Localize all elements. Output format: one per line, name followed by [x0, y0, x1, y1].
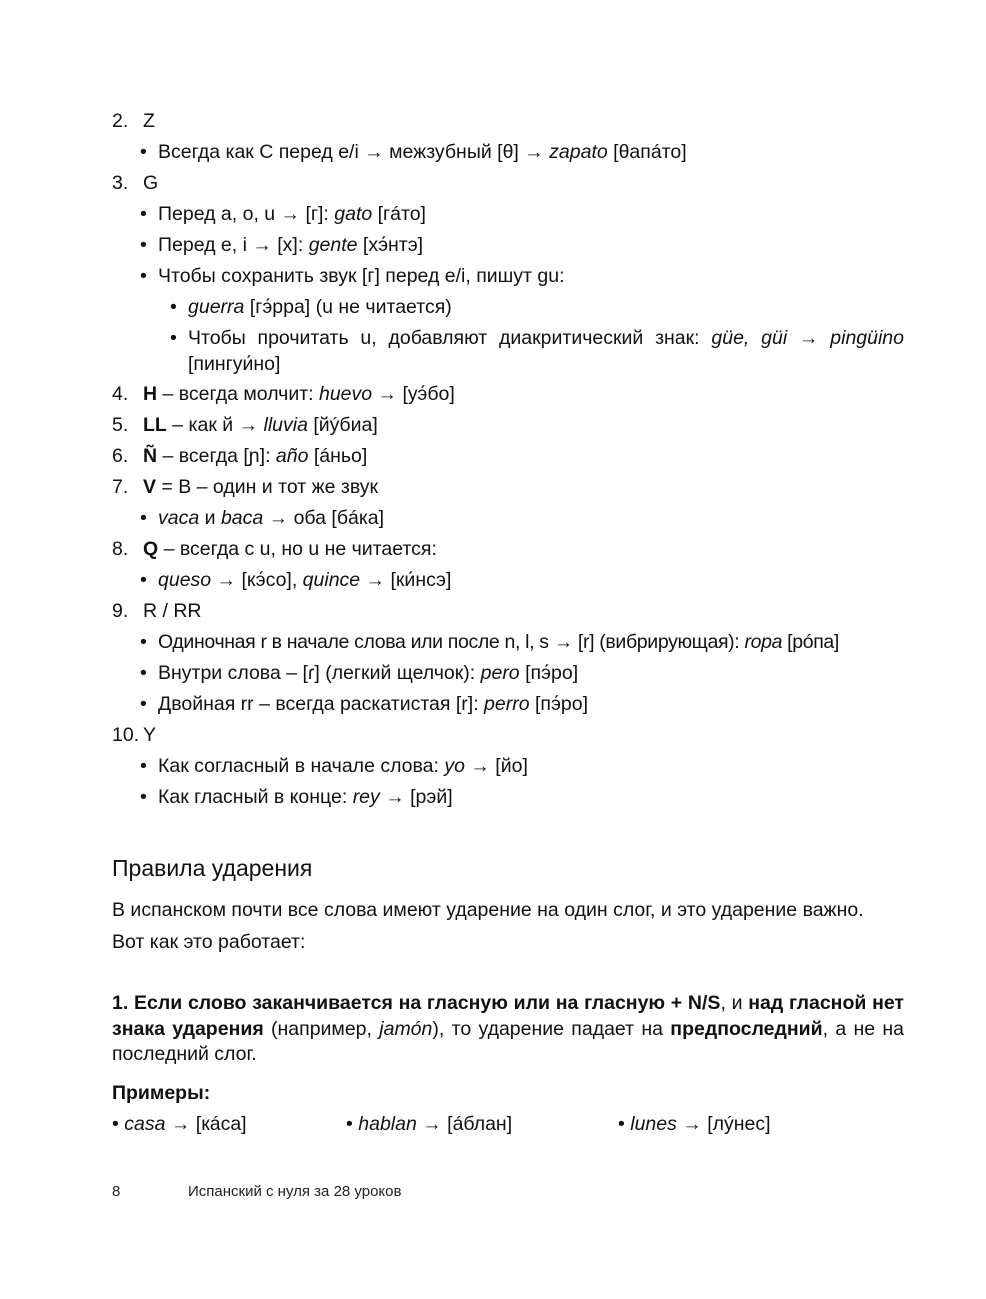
book-title: Испанский с нуля за 28 уроков: [188, 1183, 402, 1200]
item-number: 8.: [112, 538, 129, 560]
item-number: 7.: [112, 476, 129, 498]
item-number: 3.: [112, 172, 129, 194]
list-item-v: 7. V = B – один и тот же звук: [112, 472, 904, 503]
list-item-r: [112, 596, 904, 627]
bullet: • Одиночная r в начале слова или после n, l, s → [r] (вибрирующая): ropa [рóпа]: [140, 631, 839, 653]
sub-bullet: • guerra [гэ́рра] (u не читается): [170, 296, 452, 318]
item-number: 4.: [112, 383, 129, 405]
list-item-q: 8. Q – всегда с u, но u не читается:: [112, 534, 904, 565]
item-number: 9.: [112, 600, 129, 622]
examples-row: [112, 1109, 904, 1139]
stress-rule: 1. Если слово заканчивается на гласную или на гласную + N/S, и над гласной нет знака ударения (например, jamón), то ударение падает на предпоследний, а не на последний слог.: [112, 992, 905, 1065]
list-item-h: 4. H – всегда молчит: huevo → [уэ́бо]: [112, 379, 904, 410]
item-number: 5.: [112, 414, 129, 436]
examples-label: Примеры:: [112, 1081, 211, 1104]
page-number: 8: [112, 1183, 121, 1200]
bullet: • Всегда как С перед e/i → межзубный [θ] → zapato [θапáто]: [140, 141, 687, 163]
list-item-n: 6. Ñ – всегда [ɲ]: año [áньо]: [112, 441, 904, 472]
page-content: [112, 106, 904, 1139]
bullet: • Как согласный в начале слова: yo → [йо]: [140, 755, 528, 777]
bullet: • Как гласный в конце: rey → [рэй]: [140, 786, 453, 808]
bullet: • vaca и baca → оба [бáка]: [140, 507, 385, 529]
footer: [112, 1183, 402, 1200]
bullet: • Перед e, i → [х]: gente [хэ́нтэ]: [140, 234, 424, 256]
list-item-z: [112, 106, 904, 137]
item-number: 2.: [112, 110, 129, 132]
paragraph: Вот как это работает:: [112, 930, 306, 953]
item-label: R / RR: [143, 600, 202, 622]
item-number: 10.: [112, 724, 140, 746]
list-item-y: [112, 720, 904, 751]
example-item: • lunes → [лýнес]: [618, 1112, 771, 1135]
bullet: • Перед a, o, u → [г]: gato [гáто]: [140, 203, 426, 225]
item-label: G: [143, 172, 159, 194]
item-label: Y: [143, 724, 157, 746]
bullet: • queso → [кэ́со], quince → [ки́нсэ]: [140, 569, 452, 591]
bullet: • Внутри слова – [ɾ] (легкий щелчок): pero [пэ́ро]: [140, 662, 579, 684]
list-item-g: [112, 168, 904, 199]
bullet: • Двойная rr – всегда раскатистая [r]: perro [пэ́ро]: [140, 693, 589, 715]
item-label: Z: [143, 110, 155, 132]
list-item-ll: 5. LL – как й → lluvia [йýбиа]: [112, 410, 904, 441]
item-number: 6.: [112, 445, 129, 467]
example-item: • hablan → [áблан]: [346, 1112, 513, 1135]
section-title: Правила ударения: [112, 855, 313, 881]
example-item: • casa → [кáса]: [112, 1112, 247, 1135]
paragraph: В испанском почти все слова имеют ударение на один слог, и это ударение важно.: [112, 899, 864, 921]
sub-bullet: • Чтобы прочитать u, добавляют диакритический знак: güe, güi → pingüino [пингуи́но]: [170, 327, 904, 375]
bullet: • Чтобы сохранить звук [г] перед e/i, пишут gu:: [140, 265, 565, 287]
